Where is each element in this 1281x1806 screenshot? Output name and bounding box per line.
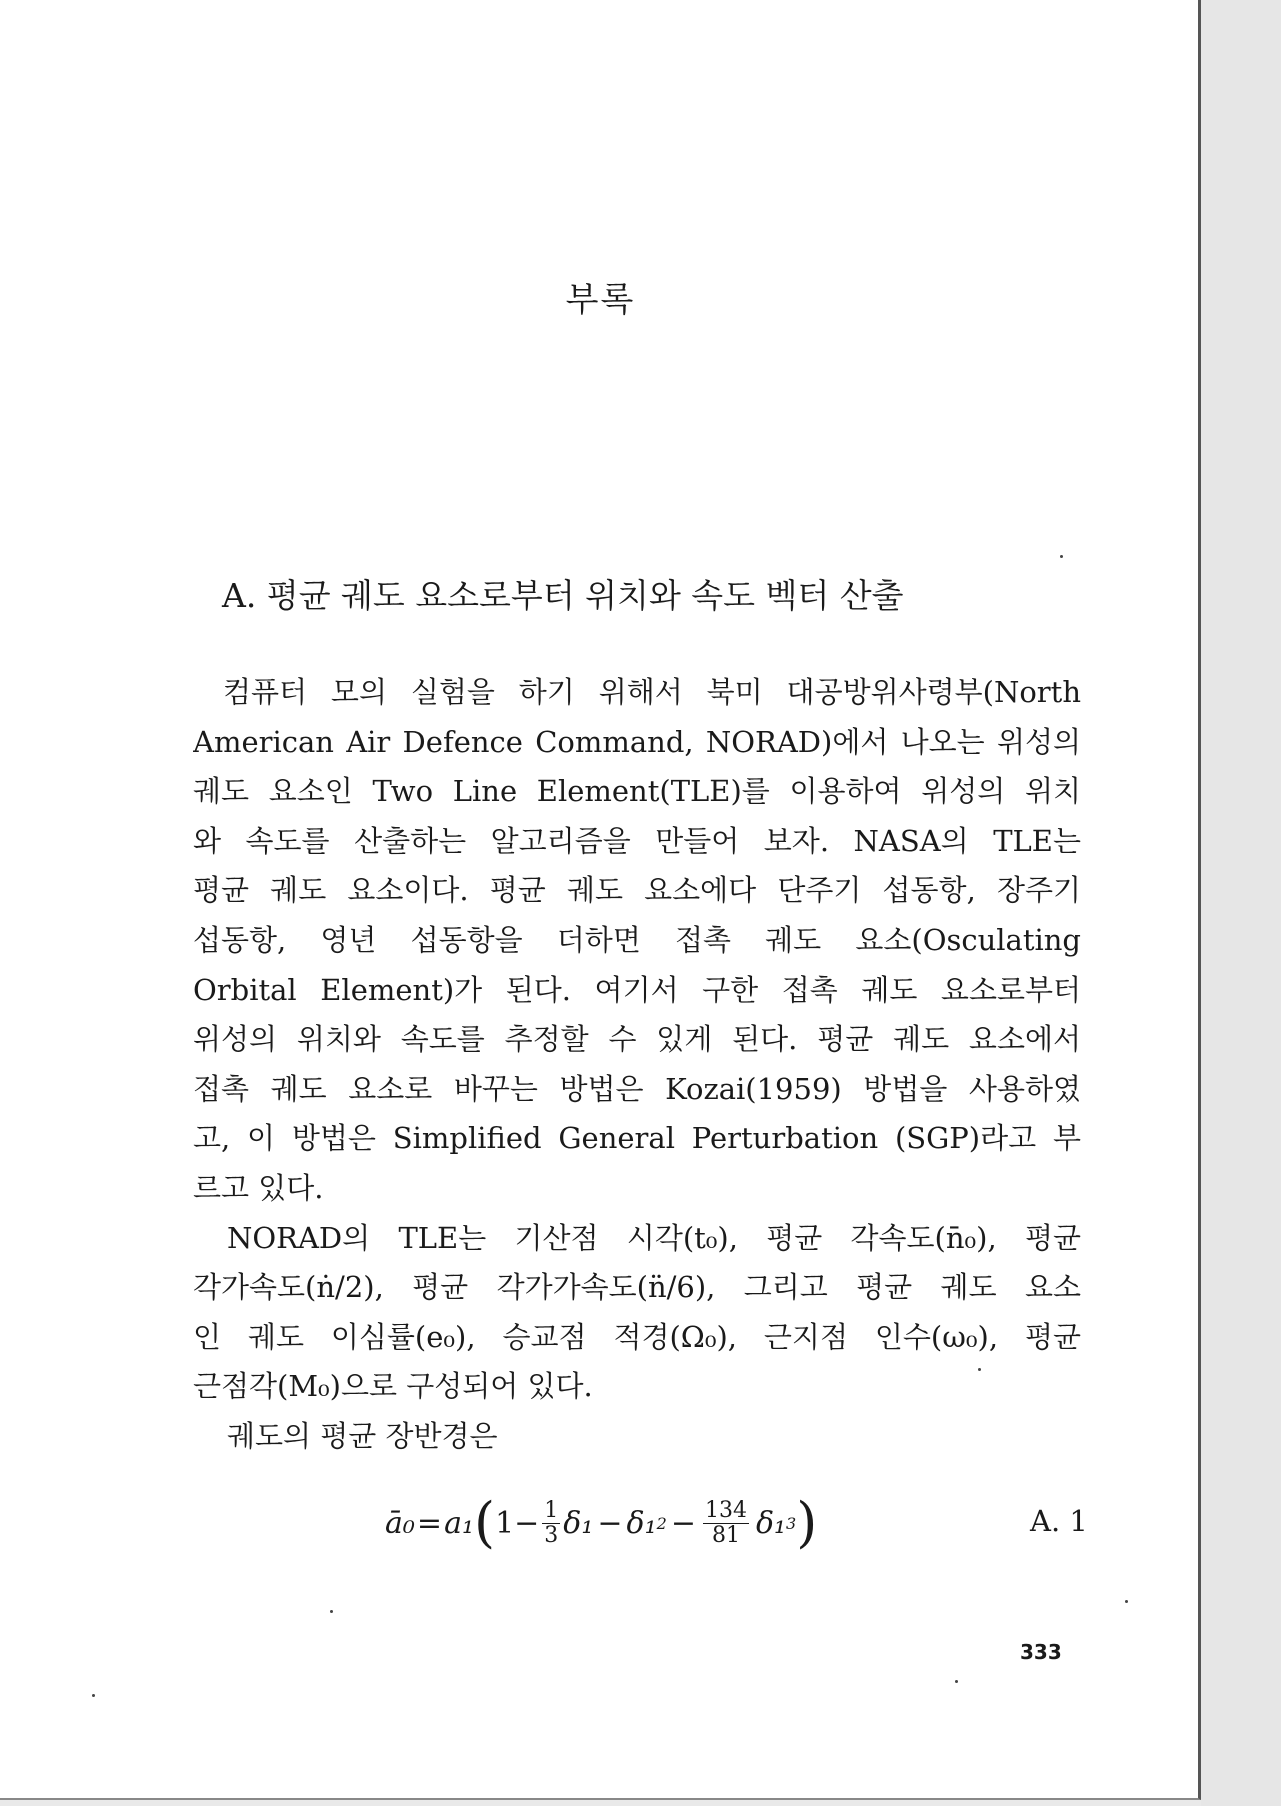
text-line: 궤도 요소인 Two Line Element(TLE)를 이용하여 위성의 위치 xyxy=(193,774,1081,809)
text-line: 접촉 궤도 요소로 바꾸는 방법은 Kozai(1959) 방법을 사용하였 xyxy=(193,1071,1081,1106)
eq-one: 1 xyxy=(495,1505,515,1541)
page-header: 부록 xyxy=(565,280,636,320)
eq-exp-3: 3 xyxy=(786,1513,797,1533)
eq-fraction-one-third xyxy=(542,1499,560,1546)
text-line: 섭동항, 영년 섭동항을 더하면 접촉 궤도 요소(Osculating xyxy=(193,922,1081,957)
body-text xyxy=(193,668,1081,1462)
scan-speck xyxy=(1125,1600,1128,1603)
eq-exp-2: 2 xyxy=(656,1513,667,1533)
scan-speck xyxy=(330,1610,333,1613)
text-line: 컴퓨터 모의 실험을 하기 위해서 북미 대공방위사령부(North xyxy=(223,675,1081,709)
section-title: A. 평균 궤도 요소로부터 위치와 속도 벡터 산출 xyxy=(222,576,904,615)
text-line: 각가속도(ṅ/2), 평균 각가가속도(n̈/6), 그리고 평균 궤도 요소 xyxy=(193,1270,1081,1305)
viewer-background xyxy=(1201,0,1281,1806)
eq-minus: − xyxy=(597,1505,623,1541)
eq-frac-num: 134 xyxy=(704,1498,747,1524)
eq-equals: = xyxy=(416,1505,443,1541)
text-line: 근점각(M₀)으로 구성되어 있다. xyxy=(193,1369,593,1404)
text-line: 르고 있다. xyxy=(193,1170,324,1205)
scan-speck xyxy=(1060,555,1063,558)
page-number: 333 xyxy=(1020,1640,1062,1664)
eq-open-paren: ( xyxy=(473,1491,496,1554)
eq-frac-num: 1 xyxy=(544,1498,559,1524)
eq-frac-den: 3 xyxy=(544,1522,559,1548)
text-line: American Air Defence Command, NORAD)에서 나오는 위성의 xyxy=(193,724,1081,759)
text-line: Orbital Element)가 된다. 여기서 구한 접촉 궤도 요소로부터 xyxy=(193,972,1081,1007)
text-line: NORAD의 TLE는 기산점 시각(t₀), 평균 각속도(n̄₀), 평균 xyxy=(227,1220,1081,1255)
scan-speck xyxy=(978,1368,981,1371)
eq-minus: − xyxy=(514,1505,540,1541)
eq-minus: − xyxy=(670,1505,696,1541)
eq-delta1-squared: δ₁ xyxy=(626,1505,657,1541)
text-line: 평균 궤도 요소이다. 평균 궤도 요소에다 단주기 섭동항, 장주기 xyxy=(193,873,1081,908)
scan-speck xyxy=(955,1680,958,1683)
text-line: 위성의 위치와 속도를 추정할 수 있게 된다. 평균 궤도 요소에서 xyxy=(193,1022,1081,1057)
scan-speck xyxy=(92,1694,95,1697)
eq-fraction-134-81 xyxy=(703,1499,749,1546)
eq-lhs: ā₀ xyxy=(385,1505,415,1541)
eq-frac-den: 81 xyxy=(711,1522,740,1548)
eq-delta1: δ₁ xyxy=(563,1505,594,1541)
text-line: 인 궤도 이심률(e₀), 승교점 적경(Ω₀), 근지점 인수(ω₀), 평균 xyxy=(193,1319,1081,1354)
eq-close-paren: ) xyxy=(796,1491,818,1554)
text-line: 고, 이 방법은 Simplified General Perturbation (SGP)라고 부 xyxy=(193,1121,1081,1156)
eq-a1: a₁ xyxy=(444,1505,474,1541)
eq-delta1-cubed: δ₁ xyxy=(755,1505,787,1541)
equation-a1 xyxy=(385,1488,817,1558)
text-line: 궤도의 평균 장반경은 xyxy=(227,1418,498,1453)
equation-label: A. 1 xyxy=(1030,1504,1088,1538)
text-line: 와 속도를 산출하는 알고리즘을 만들어 보자. NASA의 TLE는 xyxy=(193,823,1081,858)
